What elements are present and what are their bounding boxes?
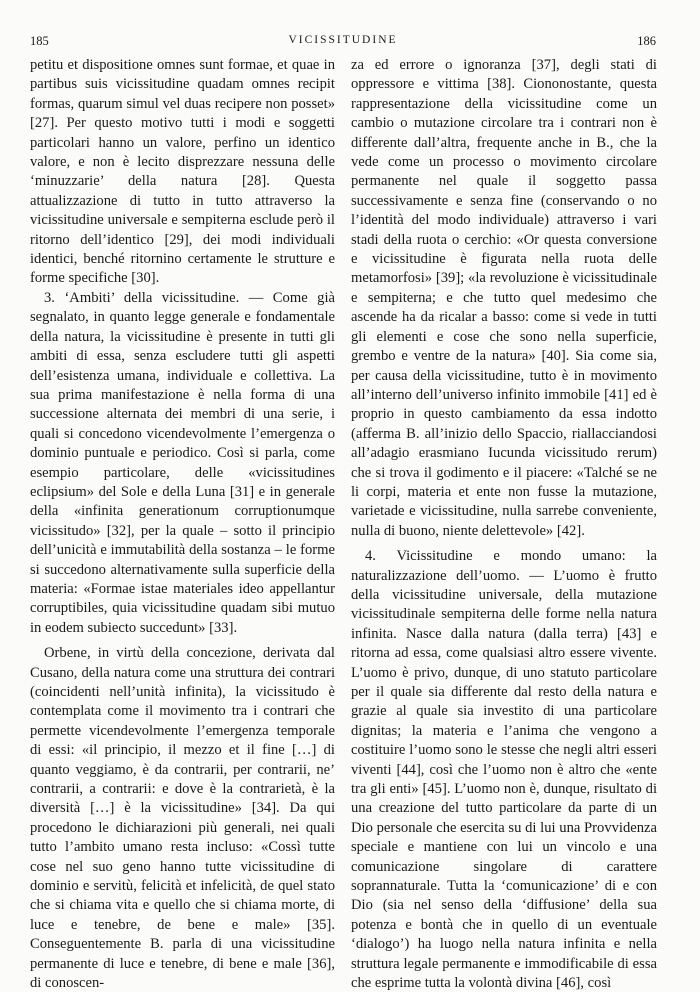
left-column bbox=[30, 56, 335, 994]
left-page-number: 185 bbox=[30, 34, 49, 48]
running-header bbox=[30, 34, 656, 52]
right-column bbox=[351, 56, 657, 994]
right-page-number: 186 bbox=[637, 34, 656, 48]
paragraph: petitu et dispositione omnes sunt formae, et quae in partibus suis vicissitudine quadam omnes recipit formas, quarum simul vel duas recipere non posset» [27]. Per questo motivo tutti i modi e soggetti particolari hanno un valore, perfino un identico valore, e non è lecito disprezzare nessuna delle ‘minuzzarie’ della natura [28]. Questa attualizzazione di tutto in tutto attraverso la vicissitudine universale e sempiterna esclude però il ritorno dell’identico [29], dei modi individuali identici, benché ritornino certamente le strutture e forme specifiche [30]. bbox=[30, 57, 335, 287]
paragraph-section-4: 4. Vicissitudine e mondo umano: la naturalizzazione dell’uomo. — L’uomo è frutto della vicissitudine universale, della mutazione vicissitudinale sempiterna delle forme nella natura infinita. Nasce dalla natura (dalla terra) [43] e ritorna ad essa, come qualsiasi altro essere vivente. L’uomo è privo, dunque, di uno statuto particolare per il quale sia differente dal resto della natura e grazie al quale sia investito di una particolare dignitas; la materia e l’anima che vengono a costituire l’uomo sono le stesse che negli altri esseri viventi [44], così che l’uomo non è altro che «ente tra gli enti» [45]. L’uomo non è, dunque, risultato di una creazione del tutto particolare da parte di un Dio personale che esercita su di lui una Provvidenza speciale e mantiene con lui un vincolo e una comunicazione singolare di carattere soprannaturale. Tutta la ‘comunicazione’ di e con Dio (sia nel senso della ‘diffusione’ della sua potenza e bontà che in quello di un eventuale ‘dialogo’) ha luogo nella natura infinita e nella struttura legale permanente e immodificabile di essa che esprime tutta la volontà divina [46], così bbox=[351, 548, 657, 992]
paragraph: za ed errore o ignoranza [37], degli stati di oppressore e vittima [38]. Ciononostante, questa rappresentazione della vicissitudine come un cambio o mutazione circolare tra i contrari non è differente dall’altra, frequente anche in B., che la vede come un processo o movimento circolare permanente nel quale il soggetto passa successivamente e senza fine (conservando o no l’identità del modo individuale) attraverso i vari stadi della ruota o cerchio: «Or questa conversione e vicissitudine è figurata nella ruota delle metamorfosi» [39]; «la revoluzione è vicissitudinale e sempiterna; e che tutto quel medesimo che ascende ha da ricalar a basso: come si vede in tutti gli elementi e cose che sono nella superficie, grembo e ventre de la natura» [40]. Sia come sia, per causa della vicissitudine, tutto è in movimento all’interno dell’universo infinito immobile [41] ed è proprio in questo cambiamento da essa indotto (afferma B. all’inizio dello Spaccio, riallacciandosi all’adagio erasmiano Iucunda vicissitudo rerum) che si trova il godimento e il piacere: «Talché se ne li corpi, materia et ente non fusse la mutazione, varietade e vicissitudine, nulla sarrebe conveniente, nulla di buono, niente delettevole» [42]. bbox=[351, 57, 657, 539]
paragraph: Orbene, in virtù della concezione, derivata dal Cusano, della natura come una struttura dei contrari (coincidenti nell’unità infinita), la vicissitudo è contemplata come il movimento tra i contrari che permette vicendevolmente l’emergenza temporale di essi: «il principio, il mezzo et il fine […] di quanto veggiamo, è da contrarii, per contrarii, ne’ contrarii, a contrarii: e dove è la contrarietà, è la diversità […] è la vicissitudine» [34]. Da qui procedono le dichiarazioni più generali, nei quali tutto l’ambito umano resta incluso: «Cossì tutte cose nel suo geno hanno tutte vicissitudine di dominio e servitù, felicità et infelicità, de quel stato che si chiama vita e quello che si chiama morte, di luce e tenebre, de bene e male» [35]. Conseguentemente B. parla di una vicissitudine permanente di luce e tenebre, di bene e male [36], di conoscen- bbox=[30, 645, 335, 992]
running-title: VICISSITUDINE bbox=[288, 34, 398, 46]
paragraph-section-3: 3. ‘Ambiti’ della vicissitudine. — Come già segnalato, in quanto legge generale e fondamentale della natura, la vicissitudine è presente in tutti gli ambiti di essa, senza escludere tutti gli aspetti dell’esistenza umana, individuale e collettiva. La sua prima manifestazione è nella forma di una successione alternata dei membri di una serie, i quali si concedono vicendevolmente l’emergenza o dominio puntuale e periodico. Così si parla, come esempio particolare, delle «vicissitudines eclipsium» del Sole e della Luna [31] e in generale della «infinita generationum corruptionumque vicissitudo» [32], per la quale – sotto il principio dell’unicità e immutabilità della sostanza – le forme si succedono alternativamente sulla superficie della materia: «Formae istae materiales ideo appellantur corruptibiles, quia vicissitudine quadam sibi mutuo in eodem subiecto succedunt» [33]. bbox=[30, 289, 335, 636]
